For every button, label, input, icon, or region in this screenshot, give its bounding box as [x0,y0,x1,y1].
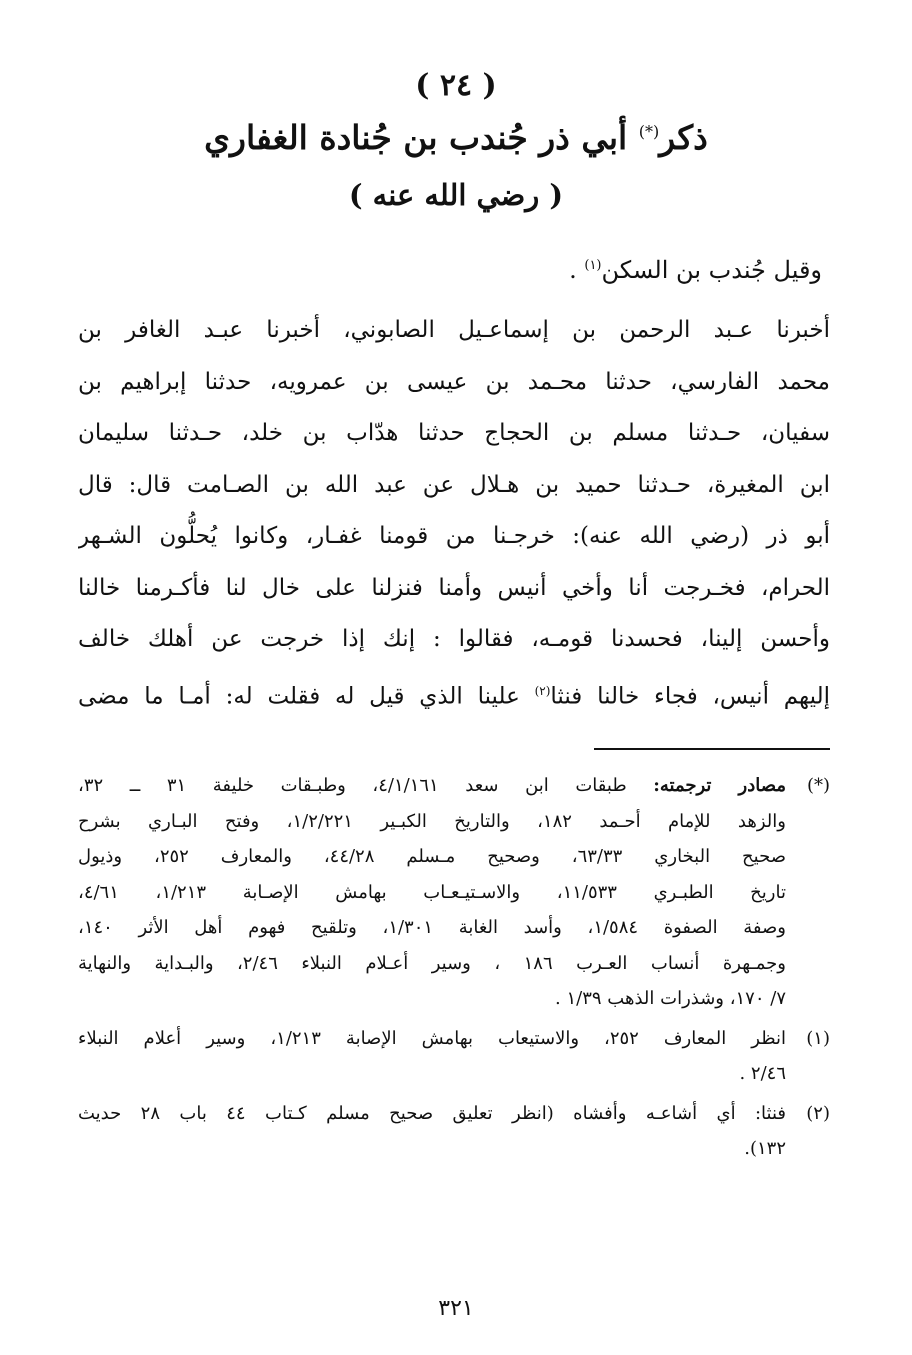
body-last-end: علينا الذي قيل له فقلت له: أمـا ما مضى [78,683,535,710]
footnote-line: ١٣٢). [744,1138,786,1159]
chapter-title-rest: أبي ذر جُندب بن جُنادة الغفاري [204,118,639,157]
body-line: ابن المغيرة، حـدثنا حميد بن هـلال عن عبد الله بن الصـامت قال: قال [78,471,830,498]
footnote-line-text: طبقات ابن سعد ٤/١/١٦١، وطبـقات خليفة ٣١ ــ ٣٢، [78,775,654,796]
body-line: الحرام، فخـرجت أنا وأخي أنيس وأمنا فنزلنا على خال لنا فأكـرمنا خالنا [78,574,830,601]
footnote-mark: (٢) [806,1102,830,1124]
footnote-line [78,768,786,804]
body-line: أخبرنا عـبد الرحمن بن إسماعـيل الصابوني، أخبرنا عبـد الغافر بن [78,317,830,343]
body-paragraph [78,305,830,723]
footnote-line: فنثا: أي أشاعـه وأفشاه (انظر تعليق صحيح مسلم كـتاب ٤٤ باب ٢٨ حديث [78,1102,786,1124]
footnote-1 [78,1021,830,1092]
chapter-title-start: ذكر [659,118,708,157]
footnote-mark: (١) [806,1027,830,1049]
footnote-lead: مصادر ترجمته: [653,775,786,796]
footnote-2 [78,1096,830,1167]
footnote-star [78,768,830,1017]
chapter-title [0,118,912,157]
intro-end: . [569,256,585,284]
body-last-start: إليهم أنيس، فجاء خالنا فنثا [550,683,830,710]
intro-line [90,240,822,296]
body-line: وأحسن إلينا، فحسدنا قومـه، فقالوا : إنك إذا خرجت عن أهلك خالف [78,626,830,652]
intro-footnote-ref: (١) [584,258,602,273]
body-line: محمد الفارسي، حدثنا محـمد بن عيسى بن عمرويه، حدثنا إبراهيم بن [78,368,830,395]
chapter-subtitle: ( رضي الله عنه ) [348,178,564,212]
body-line-last [78,666,830,723]
footnote-line: ٢/٤٦ . [739,1063,786,1084]
page-number: ٣٢١ [438,1296,474,1321]
intro-text: وقيل جُندب بن السكن [601,256,822,284]
chapter-number: ( ٢٤ ) [415,68,497,103]
body-footnote-ref: (٢) [534,683,551,698]
chapter-title-footnote-mark: (*) [638,122,660,141]
footnotes [78,768,830,1171]
footnote-line: ٧/ ١٧٠، وشذرات الذهب ١/٣٩ . [555,988,786,1009]
body-line: سفيان، حـدثنا مسلم بن الحجاج حدثنا هدّاب بن خلد، حـدثنا سليمان [78,420,830,446]
footnote-line: وصفة الصفوة ١/٥٨٤، وأسد الغابة ١/٣٠١، وتلقيح فهوم أهل الأثر ١٤٠، [78,917,786,938]
body-line: أبو ذر (رضي الله عنه): خرجـنا من قومنا غفـار، وكانوا يُحلُّون الشـهر [78,523,830,549]
footnote-line: صحيح البخاري ٦٣/٣٣، وصحيح مـسلم ٤٤/٢٨، والمعارف ٢٥٢، وذيول [78,846,786,867]
footnote-mark: (*) [806,775,830,796]
footnote-line: انظر المعارف ٢٥٢، والاستيعاب بهامش الإصابة ١/٢١٣، وسير أعلام النبلاء [78,1027,786,1049]
footnote-line: والزهد للإمام أحـمد ١٨٢، والتاريخ الكبـير ١/٢/٢٢١، وفتح البـاري بشرح [78,810,786,832]
footnote-line: وجمـهرة أنساب العـرب ١٨٦ ، وسير أعـلام النبلاء ٢/٤٦، والبـداية والنهاية [78,952,786,974]
footnote-separator [594,748,830,750]
footnote-line: تاريخ الطبـري ١١/٥٣٣، والاسـتيـعـاب بهامش الإصـابة ١/٢١٣، ٤/٦١، [78,881,786,903]
